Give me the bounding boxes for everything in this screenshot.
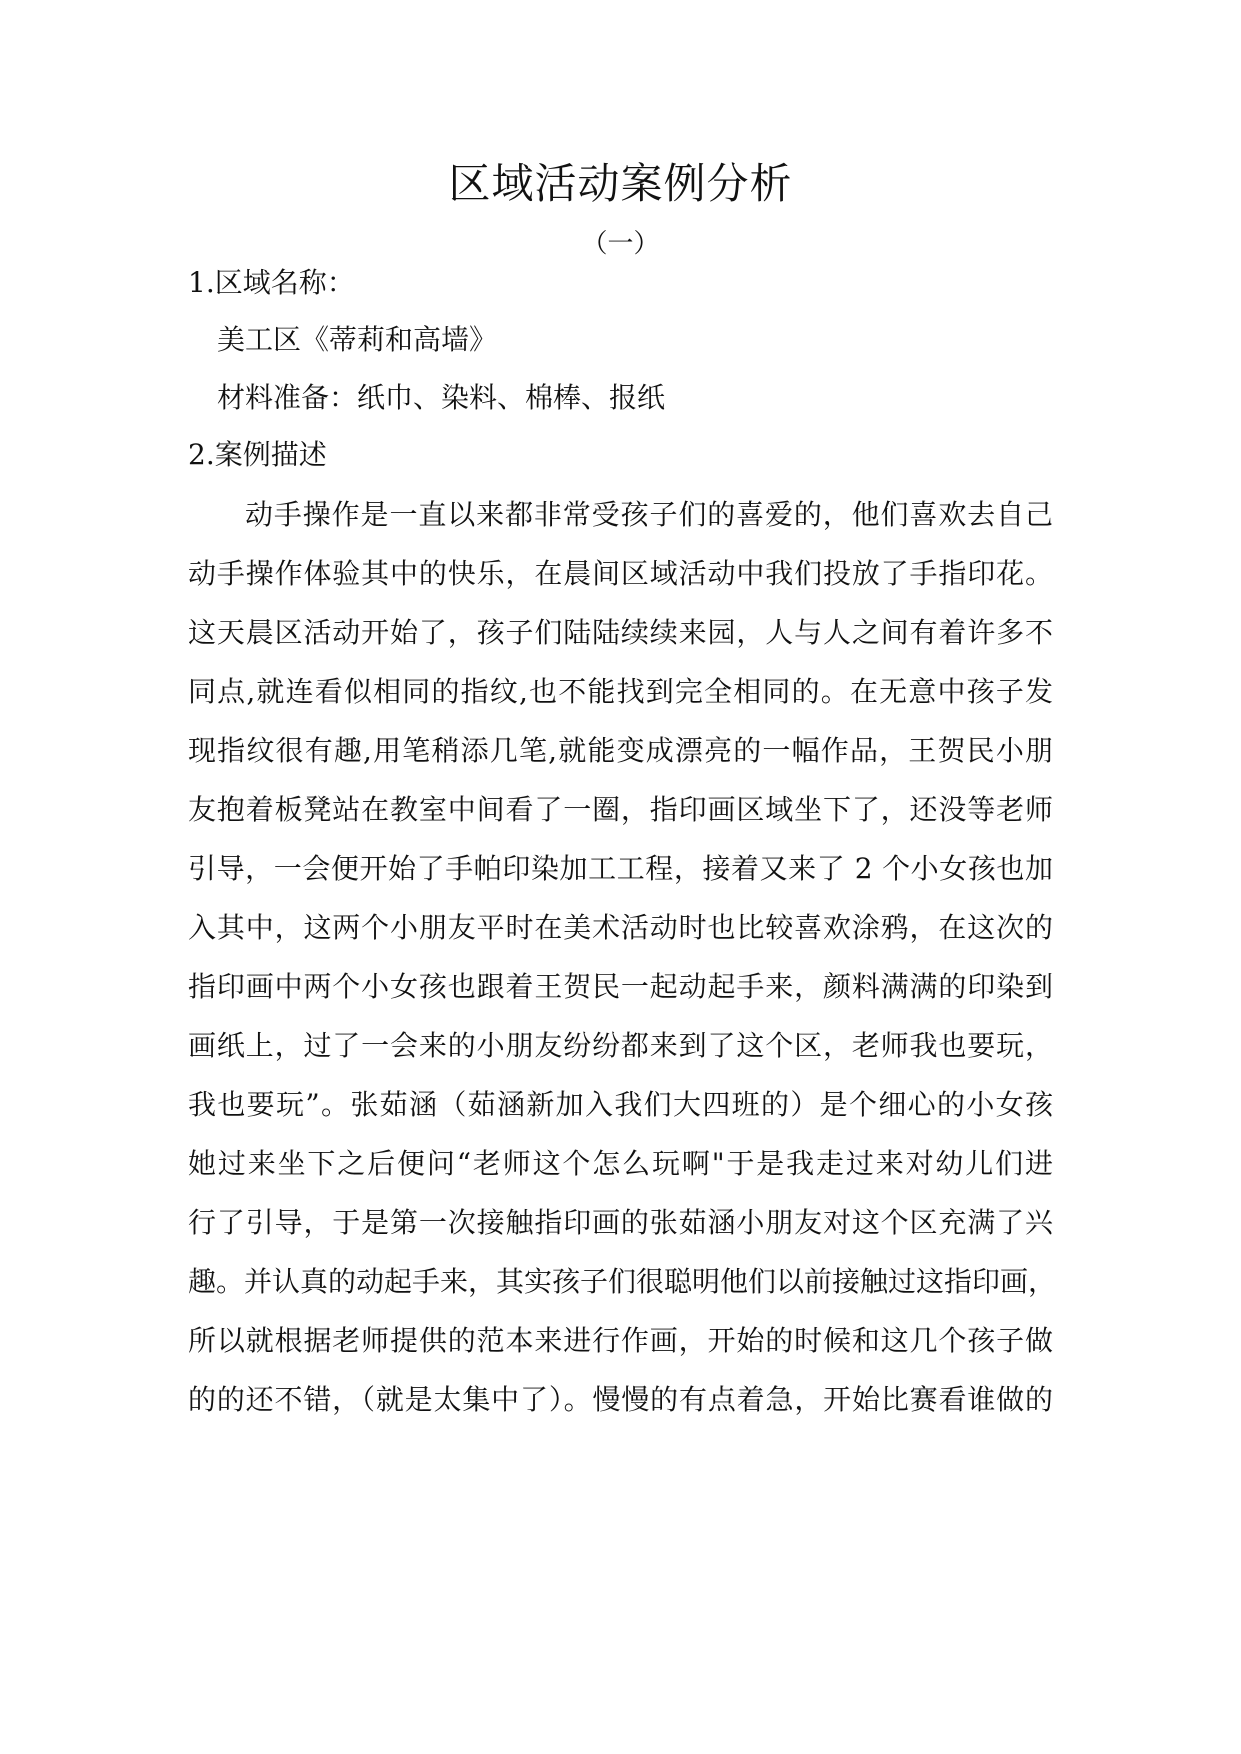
paragraph-line: 她过来坐下之后便问“老师这个怎么玩啊"于是我走过来对幼儿们进 <box>188 1147 1053 1180</box>
paragraph-line: 指印画中两个小女孩也跟着王贺民一起动起手来，颜料满满的印染到 <box>188 970 1053 1003</box>
paragraph-line: 友抱着板凳站在教室中间看了一圈，指印画区域坐下了，还没等老师 <box>188 793 1053 826</box>
area-name: 美工区《蒂莉和高墙》 <box>217 323 498 356</box>
paragraph-line: 趣。并认真的动起手来，其实孩子们很聪明他们以前接触过这指印画， <box>188 1265 1057 1298</box>
paragraph-line: 所以就根据老师提供的范本来进行作画，开始的时候和这几个孩子做 <box>188 1324 1053 1357</box>
paragraph-line: 动手操作体验其中的快乐，在晨间区域活动中我们投放了手指印花。 <box>188 557 1053 590</box>
materials-line: 材料准备：纸巾、染料、棉棒、报纸 <box>217 381 666 414</box>
section1-heading: 1.区域名称： <box>188 266 355 299</box>
paragraph-line: 现指纹很有趣,用笔稍添几笔,就能变成漂亮的一幅作品，王贺民小朋 <box>188 734 1053 767</box>
paragraph-line: 入其中，这两个小朋友平时在美术活动时也比较喜欢涂鸦，在这次的 <box>188 911 1053 944</box>
paragraph-line: 的的还不错，（就是太集中了）。慢慢的有点着急，开始比赛看谁做的 <box>188 1383 1053 1416</box>
section2-heading: 2.案例描述 <box>188 438 327 471</box>
paragraph-line: 动手操作是一直以来都非常受孩子们的喜爱的，他们喜欢去自己 <box>245 498 1053 531</box>
document-subtitle: （一） <box>581 229 660 259</box>
paragraph-line: 这天晨区活动开始了，孩子们陆陆续续来园，人与人之间有着许多不 <box>188 616 1053 649</box>
paragraph-line: 同点,就连看似相同的指纹,也不能找到完全相同的。在无意中孩子发 <box>188 675 1053 708</box>
paragraph-line: 画纸上，过了一会来的小朋友纷纷都来到了这个区，老师我也要玩， <box>188 1029 1053 1062</box>
document-title: 区域活动案例分析 <box>448 159 793 208</box>
paragraph-line: 我也要玩”。张茹涵（茹涵新加入我们大四班的）是个细心的小女孩 <box>188 1088 1053 1121</box>
paragraph-line: 引导，一会便开始了手帕印染加工工程，接着又来了 2 个小女孩也加 <box>188 852 1053 885</box>
paragraph-line: 行了引导，于是第一次接触指印画的张茹涵小朋友对这个区充满了兴 <box>188 1206 1053 1239</box>
